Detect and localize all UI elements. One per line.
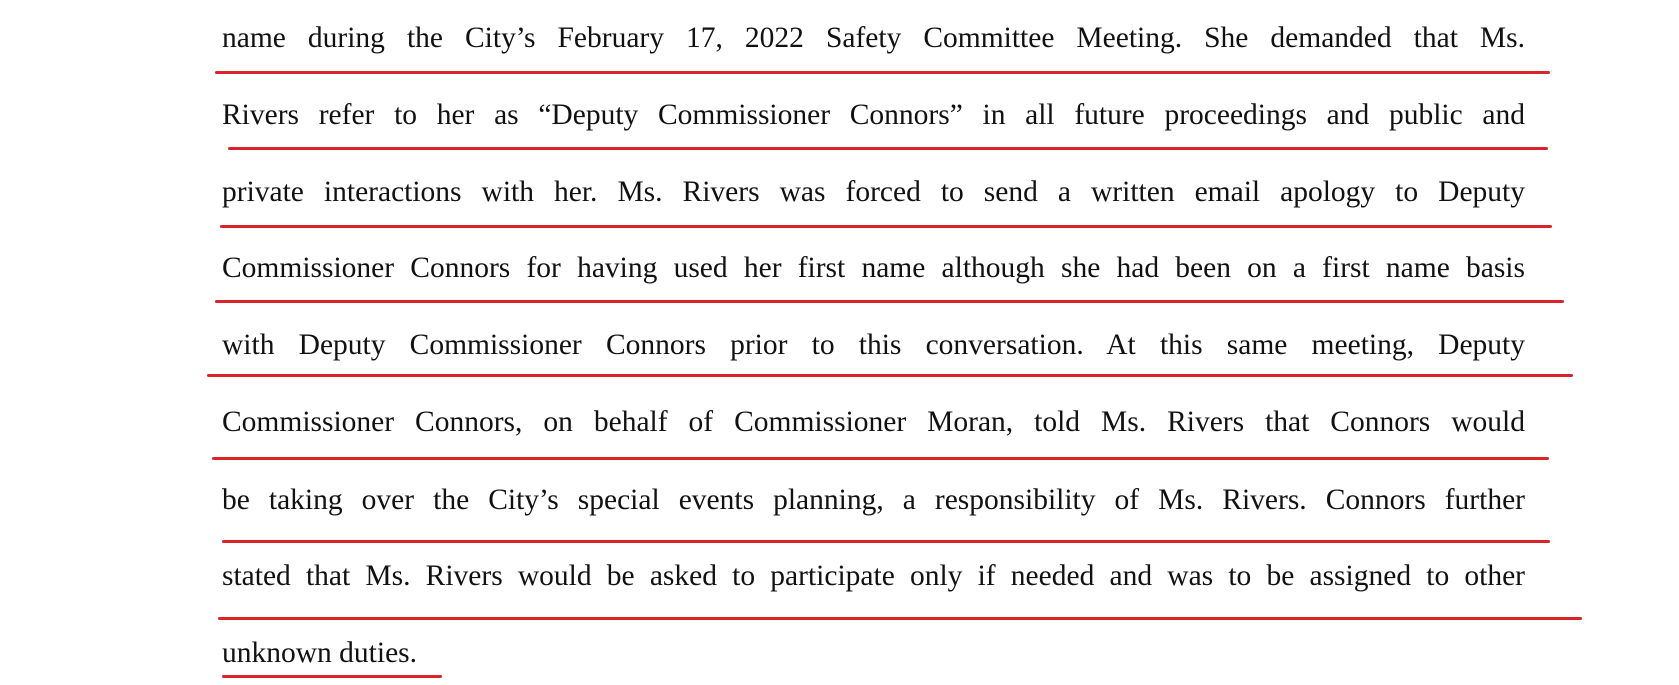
underline-mark-4 <box>215 300 1564 303</box>
text-line-6: Commissioner Connors, on behalf of Commissioner Moran, told Ms. Rivers that Connors would <box>222 406 1525 438</box>
underline-mark-3 <box>220 225 1552 228</box>
text-line-2: Rivers refer to her as “Deputy Commissioner Connors” in all future proceedings and public and <box>222 99 1525 131</box>
text-line-5: with Deputy Commissioner Connors prior to this conversation. At this same meeting, Deputy <box>222 329 1525 361</box>
underline-mark-9 <box>222 675 442 678</box>
text-line-3: private interactions with her. Ms. Rivers was forced to send a written email apology to Deputy <box>222 176 1525 208</box>
underline-mark-2 <box>228 147 1548 150</box>
underline-mark-8 <box>218 617 1582 620</box>
text-line-1: name during the City’s February 17, 2022 Safety Committee Meeting. She demanded that Ms. <box>222 22 1525 54</box>
underline-mark-7 <box>222 540 1550 543</box>
text-line-8: stated that Ms. Rivers would be asked to participate only if needed and was to be assigned to other <box>222 560 1525 592</box>
underline-mark-5 <box>207 374 1573 377</box>
text-line-7: be taking over the City’s special events planning, a responsibility of Ms. Rivers. Connors further <box>222 484 1525 516</box>
underline-mark-1 <box>215 71 1550 74</box>
text-line-4: Commissioner Connors for having used her first name although she had been on a first name basis <box>222 252 1525 284</box>
underline-mark-6 <box>212 457 1549 460</box>
text-line-9: unknown duties. <box>222 637 418 669</box>
